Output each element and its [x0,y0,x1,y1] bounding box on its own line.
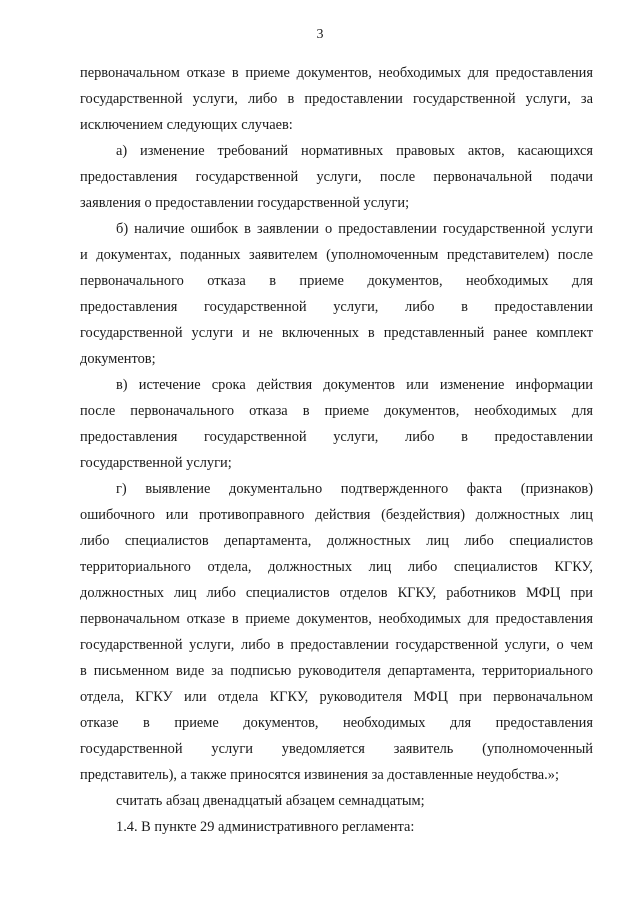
text-line: предоставления государственной услуги, либо в предоставлении [80,299,593,315]
text-line: предоставления государственной услуги, либо в предоставлении [80,429,593,445]
text-line: государственной услуги уведомляется заявитель (уполномоченный [80,741,593,757]
text-line: ошибочного или противоправного действия (бездействия) должностных лиц [80,507,593,523]
text-line: первоначального отказа в приеме документов, необходимых для [80,273,593,289]
text-line: государственной услуги; [80,455,232,471]
text-line: считать абзац двенадцатый абзацем семнадцатым; [116,793,425,809]
text-line: после первоначального отказа в приеме документов, необходимых для [80,403,593,419]
text-line: б) наличие ошибок в заявлении о предоставлении государственной услуги [116,221,593,237]
text-line: государственной услуги и не включенных в представленный ранее комплект [80,325,593,341]
text-line: государственной услуги, либо в предоставлении государственной услуги, о чем [80,637,593,653]
text-line: отказе в приеме документов, необходимых для предоставления [80,715,593,731]
text-line: исключением следующих случаев: [80,117,293,133]
text-line: государственной услуги, либо в предоставлении государственной услуги, за [80,91,593,107]
text-line: либо специалистов департамента, должностных лиц либо специалистов [80,533,593,549]
text-line: в) истечение срока действия документов или изменение информации [116,377,593,393]
text-line: предоставления государственной услуги, после первоначальной подачи [80,169,593,185]
text-line: а) изменение требований нормативных правовых актов, касающихся [116,143,593,159]
text-line: территориального отдела, должностных лиц либо специалистов КГКУ, [80,559,593,575]
text-line: должностных лиц либо специалистов отделов КГКУ, работников МФЦ при [80,585,593,601]
text-line: в письменном виде за подписью руководителя департамента, территориального [80,663,593,679]
text-line: отдела, КГКУ или отдела КГКУ, руководителя МФЦ при первоначальном [80,689,593,705]
text-line: 1.4. В пункте 29 административного регламента: [116,819,415,835]
text-line: и документах, поданных заявителем (уполномоченным представителем) после [80,247,593,263]
text-line: заявления о предоставлении государственной услуги; [80,195,410,211]
text-line: документов; [80,351,156,367]
text-line: первоначальном отказе в приеме документов, необходимых для предоставления [80,611,593,627]
text-line: г) выявление документально подтвержденного факта (признаков) [116,481,593,497]
text-line: первоначальном отказе в приеме документов, необходимых для предоставления [80,65,593,81]
text-line: представитель), а также приносятся извинения за доставленные неудобства.»; [80,767,559,783]
page-number: 3 [316,27,324,42]
